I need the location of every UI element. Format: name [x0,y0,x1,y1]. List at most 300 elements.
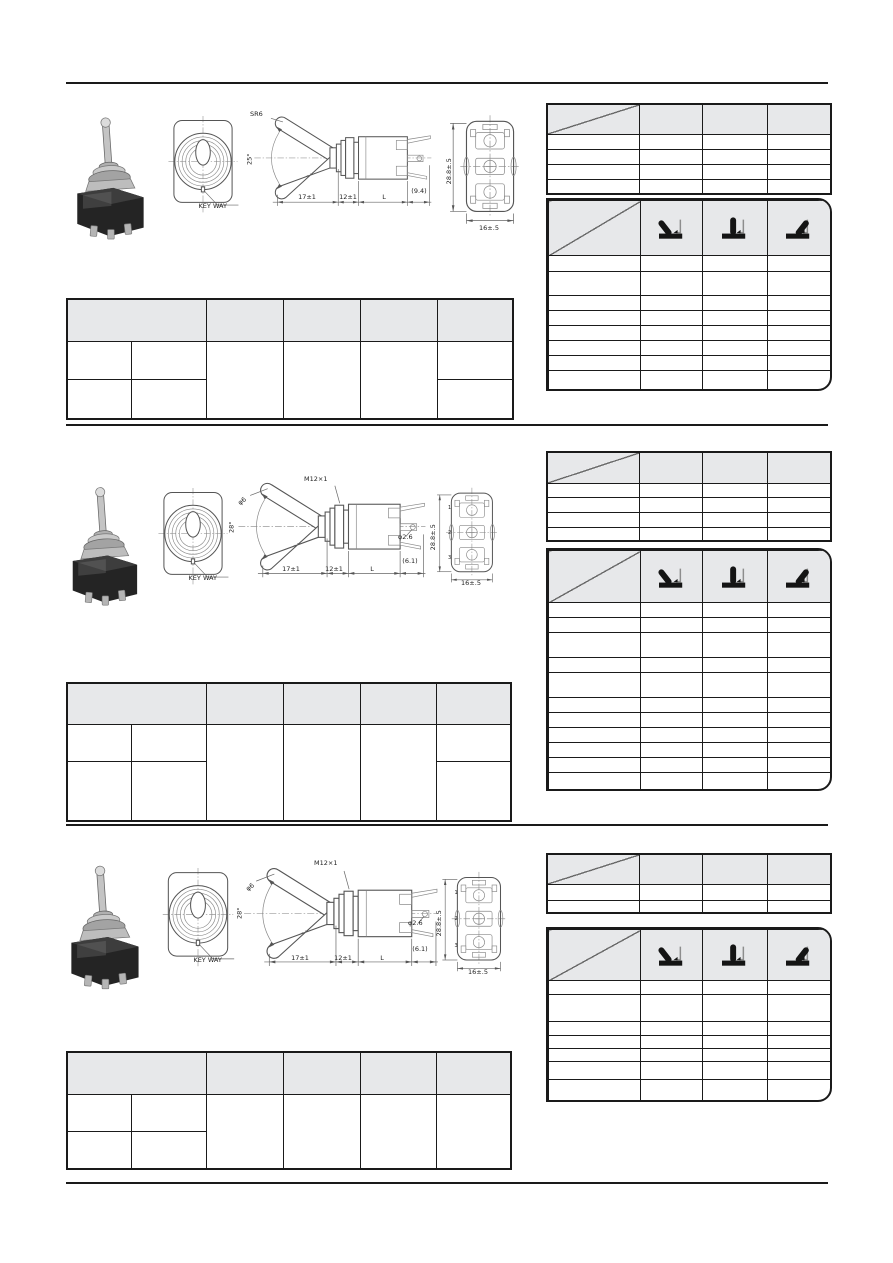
header-cell [436,1052,511,1094]
empty-cell [641,758,703,773]
empty-cell [768,149,831,164]
empty-cell [768,995,831,1022]
empty-cell [549,371,641,392]
empty-cell [549,743,641,758]
empty-cell [131,379,206,419]
empty-cell [768,296,831,311]
toggle-left-icon [655,215,689,241]
rating-table [66,1051,512,1170]
empty-cell [549,618,641,633]
empty-cell [702,900,767,913]
empty-cell [703,698,768,713]
empty-cell [641,633,703,658]
diagonal-header-cell [547,854,640,884]
empty-cell [703,1049,768,1062]
empty-cell [768,164,831,179]
dim-tail-label: (9.4) [411,187,427,195]
empty-cell [768,134,831,149]
header-cell [641,201,703,256]
empty-cell [641,728,703,743]
front-view-drawing [160,868,236,970]
empty-cell [703,743,768,758]
side-view-drawing [245,110,434,216]
empty-cell [702,512,767,527]
table-row [549,1080,831,1103]
table-row [67,724,511,761]
empty-cell [547,134,640,149]
empty-cell [641,618,703,633]
header-cell [360,299,437,341]
empty-cell [641,773,703,792]
empty-cell [768,1022,831,1036]
thread-label: M12×1 [314,859,338,867]
empty-cell [702,164,767,179]
table-row [549,311,831,326]
empty-cell [641,341,703,356]
model-table [546,103,832,195]
position-table [546,927,832,1102]
diagonal-header-cell [549,201,641,256]
header-cell [437,299,513,341]
empty-cell [549,603,641,618]
empty-cell [549,296,641,311]
empty-cell [768,341,831,356]
empty-cell [703,995,768,1022]
dim-height-label: 28.8±.5 [434,910,443,937]
empty-cell [640,512,702,527]
table-header-row [549,551,831,603]
empty-cell [206,724,283,821]
rear-view-drawing [446,108,532,233]
empty-cell [549,1022,641,1036]
header-cell [768,452,831,483]
empty-cell [768,698,831,713]
table-row [547,527,831,541]
empty-cell [640,483,702,497]
terminal-number: 2 [448,530,452,536]
table-row [547,884,831,900]
header-cell [702,452,767,483]
empty-cell [703,981,768,995]
empty-cell [549,658,641,673]
empty-cell [67,341,131,379]
table-row [549,326,831,341]
empty-cell [768,673,831,698]
switch-photo [62,112,157,240]
empty-cell [641,698,703,713]
dim-width-label: 16±.5 [479,223,499,232]
empty-cell [549,1062,641,1080]
empty-cell [768,272,831,296]
dim-body-label: L [380,954,384,962]
header-cell [703,201,768,256]
empty-cell [703,371,768,392]
empty-cell [641,311,703,326]
empty-cell [703,1022,768,1036]
diagonal-header-cell [547,452,640,483]
keyway-label: KEY WAY [193,955,222,964]
rating-table [66,682,512,822]
empty-cell [768,981,831,995]
table-row [549,356,831,371]
empty-cell [703,728,768,743]
empty-cell [436,724,511,761]
header-cell [641,930,703,981]
empty-cell [549,1080,641,1103]
header-cell [703,930,768,981]
dim-bushing-label: 12±1 [339,193,357,201]
empty-cell [547,497,640,512]
empty-cell [549,256,641,272]
dim-lever-label: 17±1 [282,565,300,573]
header-cell [640,854,702,884]
empty-cell [702,134,767,149]
empty-cell [702,149,767,164]
header-cell [360,683,436,724]
empty-cell [768,356,831,371]
empty-cell [640,527,702,541]
header-cell [640,104,702,134]
lever-dia-label: φ6 [236,495,248,507]
angle-label: 28° [227,521,236,534]
divider [66,82,828,84]
empty-cell [640,164,702,179]
empty-cell [703,311,768,326]
header-cell [702,854,767,884]
terminal-number: 1 [448,505,452,511]
dim-lever-label: 17±1 [291,954,309,962]
empty-cell [702,527,767,541]
header-cell [768,854,831,884]
tip-radius-label: SR6 [250,110,263,118]
front-view-drawing [166,116,240,216]
empty-cell [641,713,703,728]
empty-cell [640,179,702,194]
toggle-center-icon [718,942,752,968]
toggle-right-icon [782,942,816,968]
empty-cell [768,900,831,913]
empty-cell [67,1094,131,1131]
header-cell [436,683,511,724]
table-row [549,1049,831,1062]
empty-cell [768,633,831,658]
terminal-number: 1 [454,890,458,896]
table-row [549,296,831,311]
empty-cell [703,341,768,356]
table-row [547,164,831,179]
table-row [549,1062,831,1080]
empty-cell [549,1036,641,1049]
empty-cell [549,326,641,341]
toggle-right-icon [782,215,816,241]
empty-cell [702,179,767,194]
empty-cell [768,658,831,673]
model-table [546,853,832,914]
empty-cell [547,527,640,541]
dim-body-label: L [370,565,374,573]
dim-lever-label: 17±1 [298,193,316,201]
header-cell [702,104,767,134]
header-cell [641,551,703,603]
empty-cell [641,1022,703,1036]
empty-cell [641,1049,703,1062]
empty-cell [547,149,640,164]
table-header-row [547,104,831,134]
terminal-number: 2 [454,916,458,923]
table-row [547,512,831,527]
table-header-row [547,452,831,483]
switch-photo [58,480,150,608]
empty-cell [547,483,640,497]
header-cell [283,1052,360,1094]
header-cell [768,930,831,981]
table-row [549,728,831,743]
empty-cell [67,379,131,419]
empty-cell [641,371,703,392]
divider [66,1182,828,1184]
dim-bushing-label: 12±1 [325,565,343,573]
empty-cell [702,497,767,512]
rear-view-drawing [436,870,520,975]
empty-cell [641,1036,703,1049]
diagonal-header-cell [549,551,641,603]
dim-width-label: 16±.5 [468,967,488,976]
table-row [549,1036,831,1049]
empty-cell [67,1131,131,1169]
header-cell [360,1052,436,1094]
terminal-number: 3 [448,555,452,561]
empty-cell [549,673,641,698]
table-row [547,483,831,497]
empty-cell [703,1080,768,1103]
thread-label: M12×1 [304,475,328,483]
position-table [546,198,832,391]
diagonal-header-cell [549,930,641,981]
empty-cell [641,995,703,1022]
empty-cell [437,379,513,419]
position-table [546,548,832,791]
table-row [549,272,831,296]
empty-cell [131,341,206,379]
table-row [549,981,831,995]
header-cell [283,683,360,724]
toggle-center-icon [718,564,752,590]
empty-cell [768,1062,831,1080]
rear-view-drawing [430,486,512,586]
empty-cell [547,164,640,179]
empty-cell [703,1036,768,1049]
header-cell [703,551,768,603]
empty-cell [768,326,831,341]
diagonal-header-cell [547,104,640,134]
hole-dia-label: φ2.6 [398,533,413,541]
empty-cell [131,724,206,761]
table-row [549,633,831,658]
header-cell [67,683,206,724]
table-row [549,673,831,698]
empty-cell [549,341,641,356]
empty-cell [768,483,831,497]
empty-cell [768,728,831,743]
empty-cell [547,884,640,900]
empty-cell [702,884,767,900]
empty-cell [703,296,768,311]
empty-cell [549,713,641,728]
switch-photo [56,860,152,990]
empty-cell [641,326,703,341]
table-row [549,618,831,633]
empty-cell [640,884,702,900]
empty-cell [547,512,640,527]
empty-cell [641,1062,703,1080]
empty-cell [131,1131,206,1169]
empty-cell [549,698,641,713]
empty-cell [641,272,703,296]
empty-cell [436,761,511,821]
empty-cell [703,356,768,371]
dim-height-label: 28.8±.5 [428,524,437,551]
header-cell [67,299,206,341]
empty-cell [641,981,703,995]
empty-cell [640,497,702,512]
angle-label: 25° [245,153,254,166]
header-cell [768,201,831,256]
table-row [549,341,831,356]
dim-bushing-label: 12±1 [334,954,352,962]
table-row [547,900,831,913]
table-header-row [67,683,511,724]
table-row [549,995,831,1022]
empty-cell [547,179,640,194]
empty-cell [549,981,641,995]
toggle-left-icon [655,942,689,968]
empty-cell [768,603,831,618]
empty-cell [436,1094,511,1169]
empty-cell [768,713,831,728]
table-header-row [67,299,513,341]
table-row [67,1094,511,1131]
header-cell [67,1052,206,1094]
empty-cell [768,311,831,326]
empty-cell [437,341,513,379]
model-table [546,451,832,542]
header-cell [206,299,283,341]
table-row [67,341,513,379]
divider [66,824,828,826]
empty-cell [641,658,703,673]
empty-cell [703,713,768,728]
empty-cell [703,758,768,773]
terminal-number: 3 [454,942,458,949]
empty-cell [768,497,831,512]
empty-cell [641,673,703,698]
table-row [549,743,831,758]
empty-cell [703,673,768,698]
table-row [549,698,831,713]
divider [66,424,828,426]
keyway-label: KEY WAY [198,202,227,210]
header-cell [768,551,831,603]
table-row [549,1022,831,1036]
empty-cell [549,773,641,792]
empty-cell [640,900,702,913]
empty-cell [702,483,767,497]
header-cell [206,683,283,724]
empty-cell [703,272,768,296]
empty-cell [768,884,831,900]
empty-cell [640,149,702,164]
table-row [549,773,831,792]
toggle-right-icon [782,564,816,590]
table-row [549,758,831,773]
table-row [549,371,831,392]
dim-tail-label: (6.1) [412,945,428,953]
table-row [547,149,831,164]
empty-cell [549,728,641,743]
empty-cell [283,341,360,419]
table-header-row [549,201,831,256]
table-row [549,713,831,728]
empty-cell [549,995,641,1022]
empty-cell [768,1049,831,1062]
toggle-left-icon [655,564,689,590]
side-view-drawing [235,859,440,978]
empty-cell [703,658,768,673]
empty-cell [703,603,768,618]
empty-cell [131,1094,206,1131]
side-view-drawing [227,475,430,588]
empty-cell [768,512,831,527]
empty-cell [768,1036,831,1049]
dim-body-label: L [382,193,386,201]
toggle-center-icon [718,215,752,241]
dim-tail-label: (6.1) [402,557,418,565]
table-header-row [549,930,831,981]
empty-cell [67,761,131,821]
header-cell [206,1052,283,1094]
empty-cell [768,1080,831,1103]
empty-cell [768,179,831,194]
empty-cell [641,356,703,371]
empty-cell [283,1094,360,1169]
empty-cell [768,743,831,758]
dim-height-label: 28.8±.5 [444,158,453,185]
empty-cell [768,618,831,633]
empty-cell [360,724,436,821]
empty-cell [703,1062,768,1080]
header-cell [640,452,702,483]
empty-cell [283,724,360,821]
empty-cell [768,527,831,541]
lever-dia-label: φ6 [244,881,256,893]
empty-cell [641,256,703,272]
empty-cell [703,773,768,792]
empty-cell [547,900,640,913]
empty-cell [206,341,283,419]
table-row [549,603,831,618]
empty-cell [768,773,831,792]
empty-cell [768,371,831,392]
front-view-drawing [156,488,230,588]
empty-cell [549,356,641,371]
table-row [549,256,831,272]
empty-cell [768,758,831,773]
empty-cell [549,758,641,773]
empty-cell [360,341,437,419]
dim-width-label: 16±.5 [461,578,481,587]
empty-cell [768,256,831,272]
table-row [547,134,831,149]
